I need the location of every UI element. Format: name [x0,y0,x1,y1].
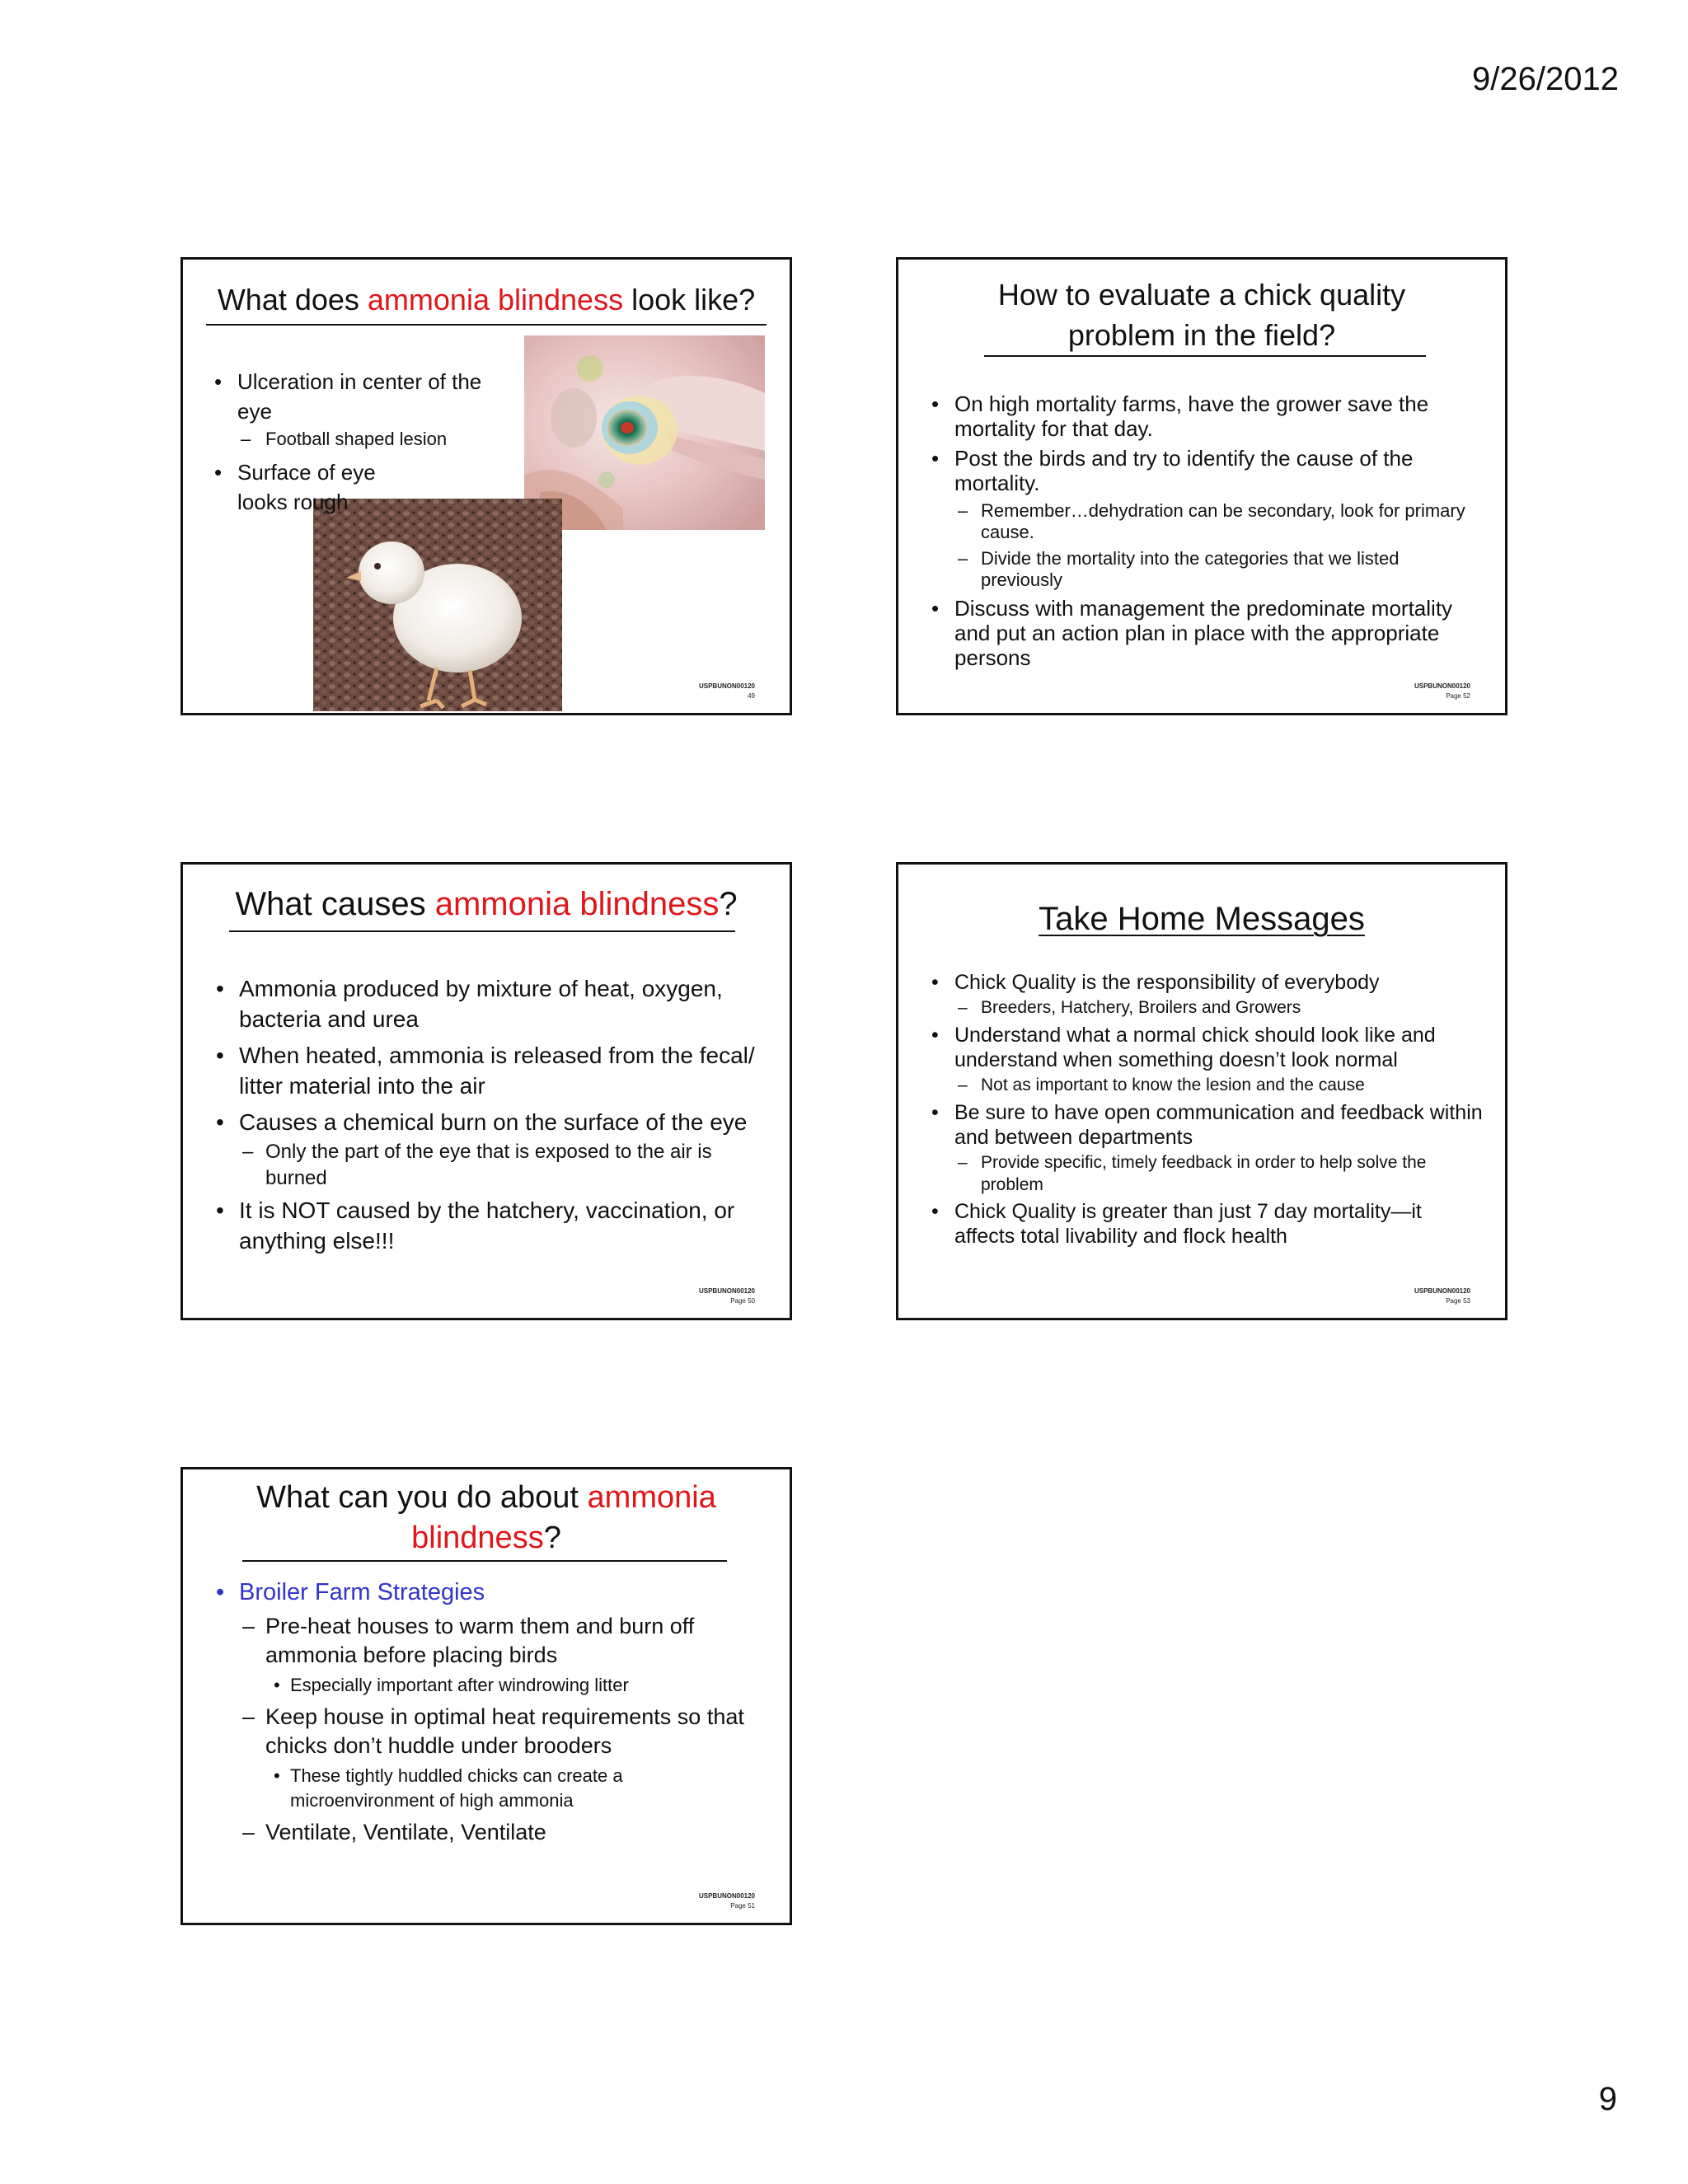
sub-bullet-item: – Ventilate, Ventilate, Ventilate [216,1818,760,1847]
slide-title [208,884,765,925]
slide-footer [699,682,755,701]
bullet-item: • Causes a chemical burn on the surface of the eye [216,1107,760,1137]
sub-bullet-item: – Provide specific, timely feedback in order to help solve the problem [931,1151,1484,1196]
title-highlight: ammonia blindness [434,886,720,922]
title-text: look like? [623,283,756,316]
bullet-item: • Post the birds and try to identify the cause of the mortality. [931,446,1475,495]
sub-bullet-item: – Only the part of the eye that is exposed to the air is burned [216,1139,760,1192]
bullet-item: • Surface of eye looks rough [214,457,427,517]
sub-bullet-item: – Football shaped lesion [214,426,486,452]
bullet-item: • It is NOT caused by the hatchery, vaccination, or anything else!!! [216,1195,760,1256]
bullet-item: • Understand what a normal chick should look like and understand when something doesn’t look normal [931,1023,1484,1072]
title-underline [229,930,735,932]
slide-title [241,1478,732,1558]
slide-bullets [214,367,486,517]
sub-bullet-item: – Divide the mortality into the categories that we listed previously [931,548,1475,591]
slide-page: Page 50 [730,1297,755,1305]
bullet-item: • On high mortality farms, have the grower save the mortality for that day. [931,391,1475,441]
slide-footer [699,1286,755,1306]
sub-sub-bullet-item: • These tightly huddled chicks can create a microenvironment of high ammonia [216,1764,760,1813]
title-underline [206,324,767,326]
bullet-item: • Chick Quality is the responsibility of everybody [931,970,1484,995]
title-text: What can you do about [256,1480,588,1515]
chick-on-litter-photo [313,499,562,711]
title-text: ? [543,1521,561,1555]
title-text: ? [719,886,738,922]
slide-code: USPBUNON00120 [698,682,755,690]
title-text: What does [217,283,368,316]
slide-page: Page 52 [1446,692,1470,700]
slide-evaluate-chick-quality [896,257,1507,715]
slide-bullets [216,1578,760,1847]
header-date: 9/26/2012 [1472,61,1619,97]
slide-ammonia-blindness-actions [181,1467,792,1925]
title-underline [242,1560,727,1562]
sub-sub-bullet-item: • Especially important after windrowing litter [216,1673,760,1698]
sub-bullet-item: – Keep house in optimal heat requirements so that chicks don’t huddle under brooders [216,1703,760,1760]
title-highlight: ammonia blindness [411,1480,716,1555]
sub-bullet-item: – Pre-heat houses to warm them and burn off ammonia before placing birds [216,1612,760,1670]
slide-title: How to evaluate a chick quality problem in the field? [997,278,1406,352]
slide-bullets [931,391,1475,670]
slide-title [199,279,773,320]
slide-page: Page 53 [1446,1297,1470,1305]
slide-footer [699,1891,755,1911]
bullet-item: • Ulceration in center of the eye [214,367,486,426]
slide-page: 49 [748,692,755,700]
sub-bullet-item: – Remember…dehydration can be secondary, look for primary cause. [931,500,1475,543]
slide-code: USPBUNON00120 [698,1287,755,1295]
title-text: What causes [235,886,435,922]
slide-code: USPBUNON00120 [1414,1287,1470,1295]
slide-ammonia-blindness-causes [181,862,792,1320]
slide-bullets [216,973,760,1256]
sub-bullet-item: – Not as important to know the lesion and the cause [931,1074,1484,1097]
bullet-item: • When heated, ammonia is released from the fecal/ litter material into the air [216,1040,760,1101]
slide-footer [1414,1286,1470,1306]
sub-bullet-item: – Breeders, Hatchery, Broilers and Growers [931,996,1484,1019]
bullet-item: • Discuss with management the predominate mortality and put an action plan in place with the appropriate persons [931,596,1475,670]
page-number: 9 [1598,2081,1617,2117]
slide-page: Page 51 [730,1902,755,1910]
title-highlight: ammonia blindness [367,283,624,316]
bullet-item: • Chick Quality is greater than just 7 day mortality—it affects total livability and flock health [931,1199,1484,1249]
slide-take-home-messages [896,862,1507,1320]
bullet-item: • Broiler Farm Strategies [216,1578,760,1607]
bullet-item: • Be sure to have open communication and feedback within and between departments [931,1100,1484,1150]
slide-bullets [931,970,1484,1249]
title-underline [984,355,1426,357]
slide-code: USPBUNON00120 [698,1892,755,1900]
bullet-item: • Ammonia produced by mixture of heat, oxygen, bacteria and urea [216,973,760,1034]
slide-title: Take Home Messages [1039,901,1365,937]
slide-ammonia-blindness-look [181,257,792,715]
slide-code: USPBUNON00120 [1414,682,1470,690]
slide-footer [1414,682,1470,701]
